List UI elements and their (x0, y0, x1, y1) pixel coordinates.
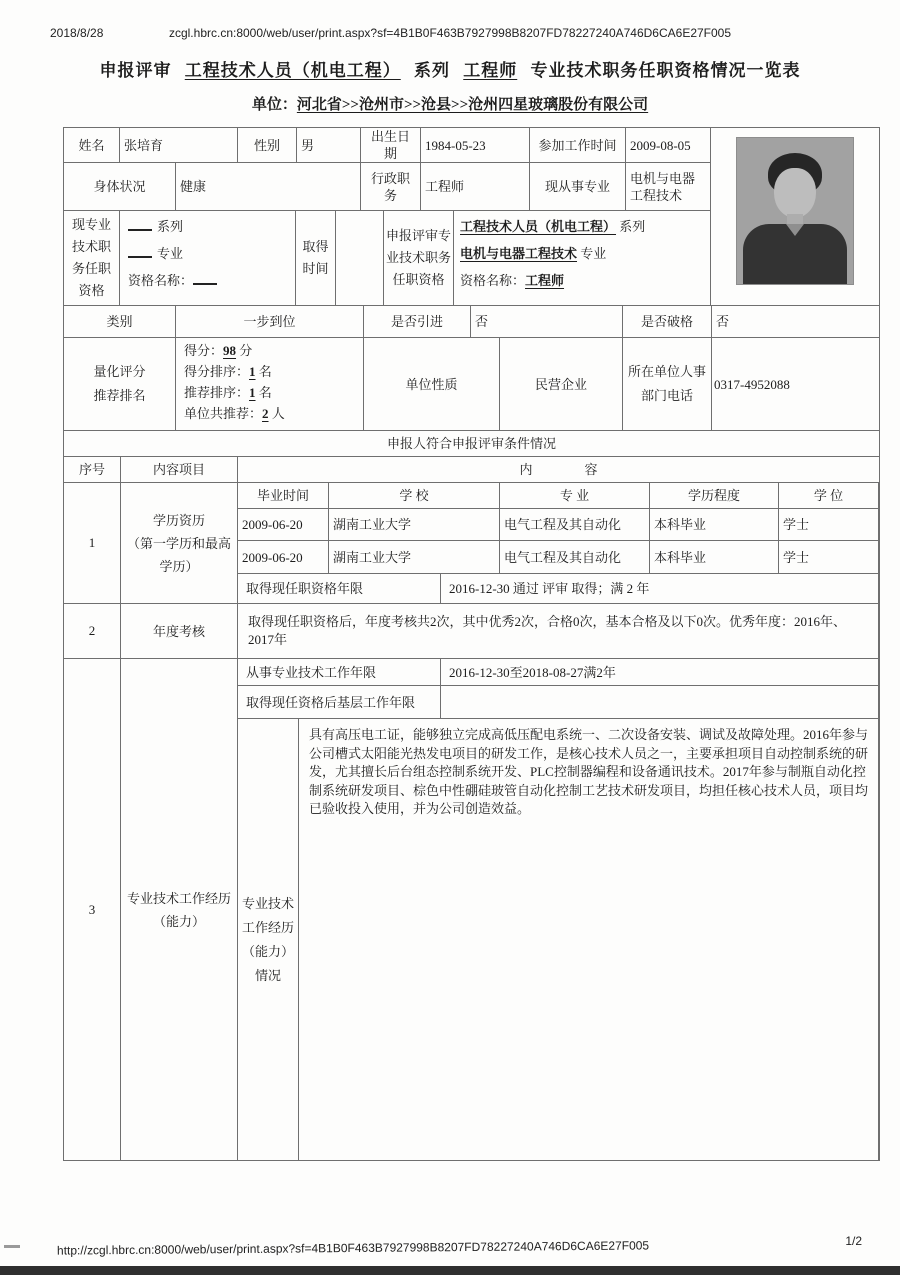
base-years-value (441, 686, 879, 718)
current-major-blank: 专业 (128, 240, 183, 267)
current-qual-name-blank: 资格名称： (128, 267, 222, 294)
page-title (0, 56, 900, 81)
recommend-rank-line: 推荐排序：1 名 (184, 385, 272, 400)
score-rank-line: 得分排序：1 名 (184, 364, 272, 379)
edu-col-major: 专 业 (500, 483, 650, 508)
current-qual-value (120, 211, 296, 305)
acquire-time-value (336, 211, 384, 305)
category-label: 类别 (64, 306, 176, 337)
name-value: 张培育 (120, 128, 238, 162)
title-suffix: 专业技术职务任职资格情况一览表 (530, 61, 801, 80)
unit-type-value: 民营企业 (500, 338, 623, 430)
quant-values (176, 338, 364, 430)
col-content-header: 内 容 (519, 462, 598, 477)
basic-info-section (64, 128, 879, 306)
item-work-experience (64, 659, 879, 1160)
item-education (64, 483, 879, 604)
name-label: 姓名 (64, 128, 120, 162)
id-photo (737, 138, 853, 284)
experience-text: 具有高压电工证，能够独立完成高低压配电系统一、二次设备安装、调试及故障处理。2016年参与公司槽式太阳能光热发电项目的研发工作，是核心技术人员之一，主要承担项目自动控制系统的研发，尤其擅长后台组态控制系统开发、PLC控制器编程和设备通讯技术。2017年参与制瓶自动化控制系统研发项目、棕色中性硼硅玻管自动化控制工艺技术研发项目，均担任核心技术人员，项目均已验收投入使用，并为公司创造效益。 (299, 719, 879, 1160)
conditions-section-header (64, 431, 879, 457)
title-series: 工程技术人员（机电工程） (184, 61, 401, 80)
page-number: 1/2 (845, 1234, 862, 1248)
edu-major: 电气工程及其自动化 (500, 509, 650, 540)
hr-phone-value: 0317-4952088 (714, 376, 790, 392)
edu-degree-level: 本科毕业 (650, 509, 779, 540)
annual-review-row (238, 604, 879, 658)
table-row (64, 128, 710, 163)
item2-label: 年度考核 (121, 604, 238, 658)
edu-major: 电气工程及其自动化 (500, 541, 650, 573)
photo-cell (711, 128, 879, 305)
edu-grad-date: 2009-06-20 (238, 541, 329, 573)
scan-artifact-dash (4, 1245, 20, 1248)
join-date-value: 2009-08-05 (630, 137, 691, 153)
form-table (63, 127, 880, 1161)
import-value: 否 (471, 306, 623, 337)
print-footer-url: http://zcgl.hbrc.cn:8000/web/user/print.aspx?sf=4B1B0F463B7927998B8207FD78227240A746D6CA6E27F005 (56, 1238, 650, 1258)
edu-school: 湖南工业大学 (329, 509, 500, 540)
health-value: 健康 (176, 163, 361, 210)
apply-major-line: 电机与电器工程技术 专业 (460, 246, 607, 261)
item2-no: 2 (64, 604, 121, 658)
conditions-column-header (64, 457, 879, 483)
exception-label: 是否破格 (623, 306, 712, 337)
occupation-value: 电机与电器工程技术 (630, 170, 696, 203)
col-no-header: 序号 (64, 457, 121, 482)
col-item-header: 内容项目 (121, 457, 238, 482)
print-header-url: zcgl.hbrc.cn:8000/web/user/print.aspx?sf=4B1B0F463B7927998B8207FD78227240A746D6CA6E27F005 (168, 26, 732, 40)
title-rank: 工程师 (463, 61, 518, 80)
blank-line (128, 246, 152, 258)
photo-vneck (786, 224, 804, 236)
table-row (64, 211, 710, 305)
work-years-value: 2016-12-30至2018-08-27满2年 (441, 659, 879, 685)
print-date: 2018/8/28 (50, 26, 104, 40)
edu-grad-date: 2009-06-20 (238, 509, 329, 540)
item3-no: 3 (64, 659, 121, 1160)
item3-label: 专业技术工作经历 （能力） (121, 659, 238, 1160)
unit-label: 单位： (251, 97, 297, 113)
title-series-suffix: 系列 (414, 61, 450, 80)
experience-row (238, 719, 879, 1160)
item2-content (238, 604, 879, 658)
item-annual-review (64, 604, 879, 659)
quant-score-row (64, 338, 879, 431)
import-label: 是否引进 (364, 306, 471, 337)
unit-line (0, 93, 900, 114)
apply-qual-value (454, 211, 710, 305)
category-value: 一步到位 (176, 306, 364, 337)
join-date-label: 参加工作时间 (530, 128, 626, 162)
work-years-row (238, 659, 879, 686)
edu-col-degree-level: 学历程度 (650, 483, 779, 508)
edu-col-date: 毕业时间 (238, 483, 329, 508)
current-series-blank: 系列 (128, 213, 183, 240)
edu-data-row (238, 509, 879, 541)
gender-value: 男 (297, 128, 361, 162)
gender-label: 性别 (238, 128, 297, 162)
table-row (64, 163, 710, 211)
edu-degree: 学士 (779, 541, 879, 573)
item3-content (238, 659, 879, 1160)
item1-content (238, 483, 879, 603)
base-years-row (238, 686, 879, 719)
category-row (64, 306, 879, 338)
title-prefix: 申报评审 (99, 61, 172, 80)
blank-line (128, 219, 152, 231)
unit-recommend-line: 单位共推荐：2 人 (184, 406, 285, 421)
edu-degree-level: 本科毕业 (650, 541, 779, 573)
edu-degree: 学士 (779, 509, 879, 540)
admin-post-value: 工程师 (421, 163, 530, 210)
experience-sub-label: 专业技术 工作经历 （能力） 情况 (238, 719, 299, 1160)
edu-school: 湖南工业大学 (329, 541, 500, 573)
edu-header-row (238, 483, 879, 509)
qual-year-label: 取得现任职资格年限 (238, 574, 441, 603)
apply-name-line: 资格名称：工程师 (460, 273, 565, 288)
apply-qual-label: 申报评审专业技术职务任职资格 (384, 211, 454, 305)
base-years-label: 取得现任资格后基层工作年限 (238, 686, 441, 718)
basic-info-left (64, 128, 711, 305)
qual-year-row (238, 574, 879, 603)
qual-year-value: 2016-12-30 通过 评审 取得；满 2 年 (441, 574, 879, 603)
unit-value: 河北省>>沧州市>>沧县>>沧州四星玻璃股份有限公司 (296, 97, 649, 113)
occupation-label: 现从事专业 (530, 163, 626, 210)
admin-post-label: 行政职务 (361, 163, 421, 210)
annual-review-text: 取得现任职资格后，年度考核共2次，其中优秀2次，合格0次，基本合格及以下0次。优秀年度：2016年、2017年 (238, 604, 879, 658)
edu-data-row (238, 541, 879, 574)
photo-face (774, 168, 816, 218)
edu-col-degree: 学 位 (779, 483, 879, 508)
acquire-time-label: 取得时间 (296, 211, 336, 305)
scan-artifact-band (0, 1266, 900, 1275)
item1-label: 学历资历 （第一学历和最高 学历） (121, 483, 238, 603)
edu-col-school: 学 校 (329, 483, 500, 508)
quant-label: 量化评分 推荐排名 (64, 338, 176, 430)
score-line: 得分：98 分 (184, 343, 253, 358)
birth-date-label: 出生日期 (361, 128, 421, 162)
conditions-section-title: 申报人符合申报评审条件情况 (386, 436, 556, 451)
health-label: 身体状况 (64, 163, 176, 210)
current-qual-label: 现专业技术职务任职资格 (64, 211, 120, 305)
item1-no: 1 (64, 483, 121, 603)
work-years-label: 从事专业技术工作年限 (238, 659, 441, 685)
apply-series-line: 工程技术人员（机电工程） 系列 (460, 219, 646, 234)
unit-type-label: 单位性质 (364, 338, 500, 430)
blank-line (193, 273, 217, 285)
hr-phone-label: 所在单位人事 部门电话 (623, 338, 712, 430)
exception-value: 否 (716, 314, 730, 329)
birth-date-value: 1984-05-23 (421, 128, 530, 162)
